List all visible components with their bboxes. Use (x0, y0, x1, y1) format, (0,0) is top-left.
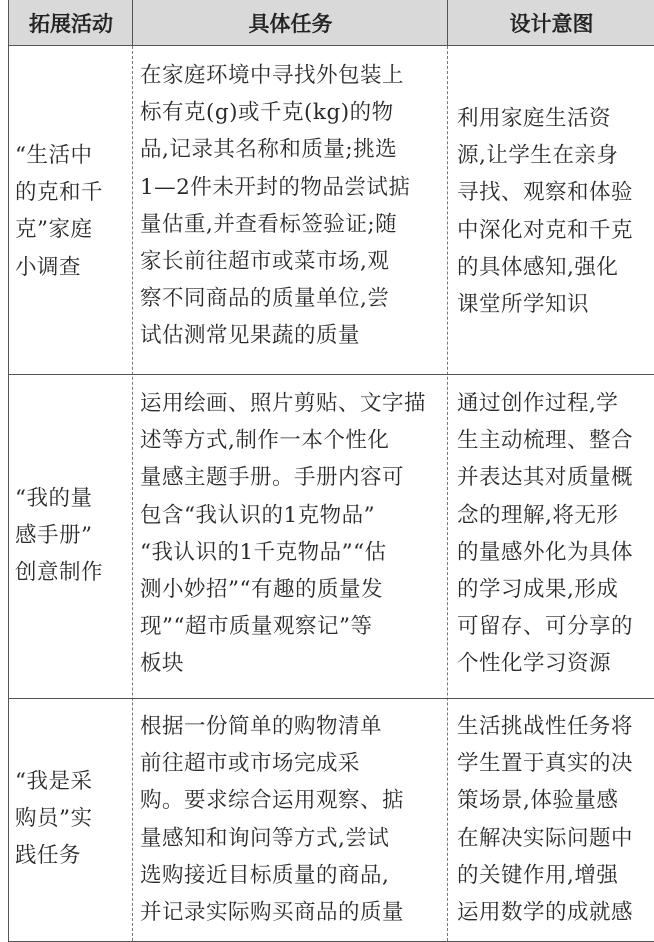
row3-task (140, 708, 445, 931)
row-divider-2 (9, 698, 654, 699)
cell-line: “生活中 (15, 143, 93, 168)
header-divider-1 (132, 0, 133, 46)
cell-line: 并表达其对质量概 (457, 465, 634, 491)
row1-activity (15, 137, 127, 286)
activity-table (8, 0, 654, 942)
cell-line: 运用数学的成就感 (457, 900, 634, 926)
cell-line: 生主动梳理、整合 (457, 428, 634, 454)
cell-line: “我是采 (15, 769, 93, 794)
cell-line: 通过创作过程,学 (457, 391, 619, 416)
cell-line: 践任务 (15, 843, 82, 869)
cell-line: 1—2件未开封的物品尝试掂 (140, 174, 411, 200)
column-divider-1 (132, 46, 133, 941)
row2-activity (15, 480, 127, 592)
cell-line: 创意制作 (15, 560, 104, 586)
cell-line: 在家庭环境中寻找外包装上 (140, 63, 405, 88)
cell-line: 试估测常见果蔬的质量 (140, 323, 361, 349)
cell-line: 板块 (140, 651, 185, 677)
cell-line: 生活挑战性任务将 (457, 714, 634, 739)
cell-line: 的具体感知,强化 (457, 254, 619, 280)
cell-line: 量估重,并查看标签验证;随 (140, 211, 398, 237)
header-divider-2 (447, 0, 448, 46)
cell-line: 策场景,体验量感 (457, 788, 619, 814)
cell-line: 个性化学习资源 (457, 651, 612, 677)
row2-intent (457, 385, 654, 683)
header-intent: 设计意图 (448, 0, 654, 46)
cell-line: 念的理解,将无形 (457, 502, 619, 528)
cell-line: 感手册” (15, 523, 93, 549)
cell-line: “我认识的1千克物品”“估 (140, 539, 387, 565)
cell-line: 标有克(g)或千克(kg)的物 (140, 100, 394, 126)
cell-line: 在解决实际问题中 (457, 825, 634, 851)
row-divider-1 (9, 374, 654, 375)
cell-line: 中深化对克和千克 (457, 217, 634, 243)
cell-line: 的学习成果,形成 (457, 577, 619, 603)
cell-line: “我的量 (15, 486, 93, 511)
row1-intent (457, 100, 654, 323)
row1-task (140, 57, 445, 355)
cell-line: 克”家庭 (15, 217, 93, 243)
cell-line: 利用家庭生活资 (457, 106, 612, 131)
cell-line: 量感主题手册。手册内容可 (140, 465, 405, 491)
cell-line: 的量感外化为具体 (457, 539, 634, 565)
cell-line: 述等方式,制作一本个性化 (140, 428, 390, 454)
cell-line: 可留存、可分享的 (457, 614, 634, 640)
cell-line: 量感知和询问等方式,尝试 (140, 825, 390, 851)
cell-line: 学生置于真实的决 (457, 751, 634, 777)
cell-line: 的关键作用,增强 (457, 862, 619, 888)
cell-line: 课堂所学知识 (457, 292, 590, 318)
header-activity: 拓展活动 (9, 0, 133, 46)
cell-line: 品,记录其名称和质量;挑选 (140, 137, 398, 163)
cell-line: 现”“超市质量观察记”等 (140, 614, 373, 640)
cell-line: 家长前往超市或菜市场,观 (140, 249, 390, 275)
row3-intent (457, 708, 654, 931)
header-task: 具体任务 (133, 0, 448, 46)
cell-line: 小调查 (15, 254, 82, 280)
row2-task (140, 385, 445, 683)
cell-line: 寻找、观察和体验 (457, 180, 634, 206)
cell-line: 运用绘画、照片剪贴、文字描 (140, 391, 427, 416)
cell-line: 购。要求综合运用观察、掂 (140, 788, 405, 814)
column-divider-2 (447, 46, 448, 941)
cell-line: 前往超市或市场完成采 (140, 751, 361, 777)
cell-line: 察不同商品的质量单位,尝 (140, 286, 390, 312)
cell-line: 选购接近目标质量的商品, (140, 862, 390, 888)
cell-line: 并记录实际购买商品的质量 (140, 900, 405, 926)
cell-line: 包含“我认识的1克物品” (140, 502, 376, 528)
cell-line: 测小妙招”“有趣的质量发 (140, 577, 383, 603)
cell-line: 的克和千 (15, 180, 104, 206)
cell-line: 根据一份简单的购物清单 (140, 714, 383, 739)
cell-line: 购员”实 (15, 806, 93, 832)
cell-line: 源,让学生在亲身 (457, 143, 619, 169)
row3-activity (15, 763, 127, 875)
